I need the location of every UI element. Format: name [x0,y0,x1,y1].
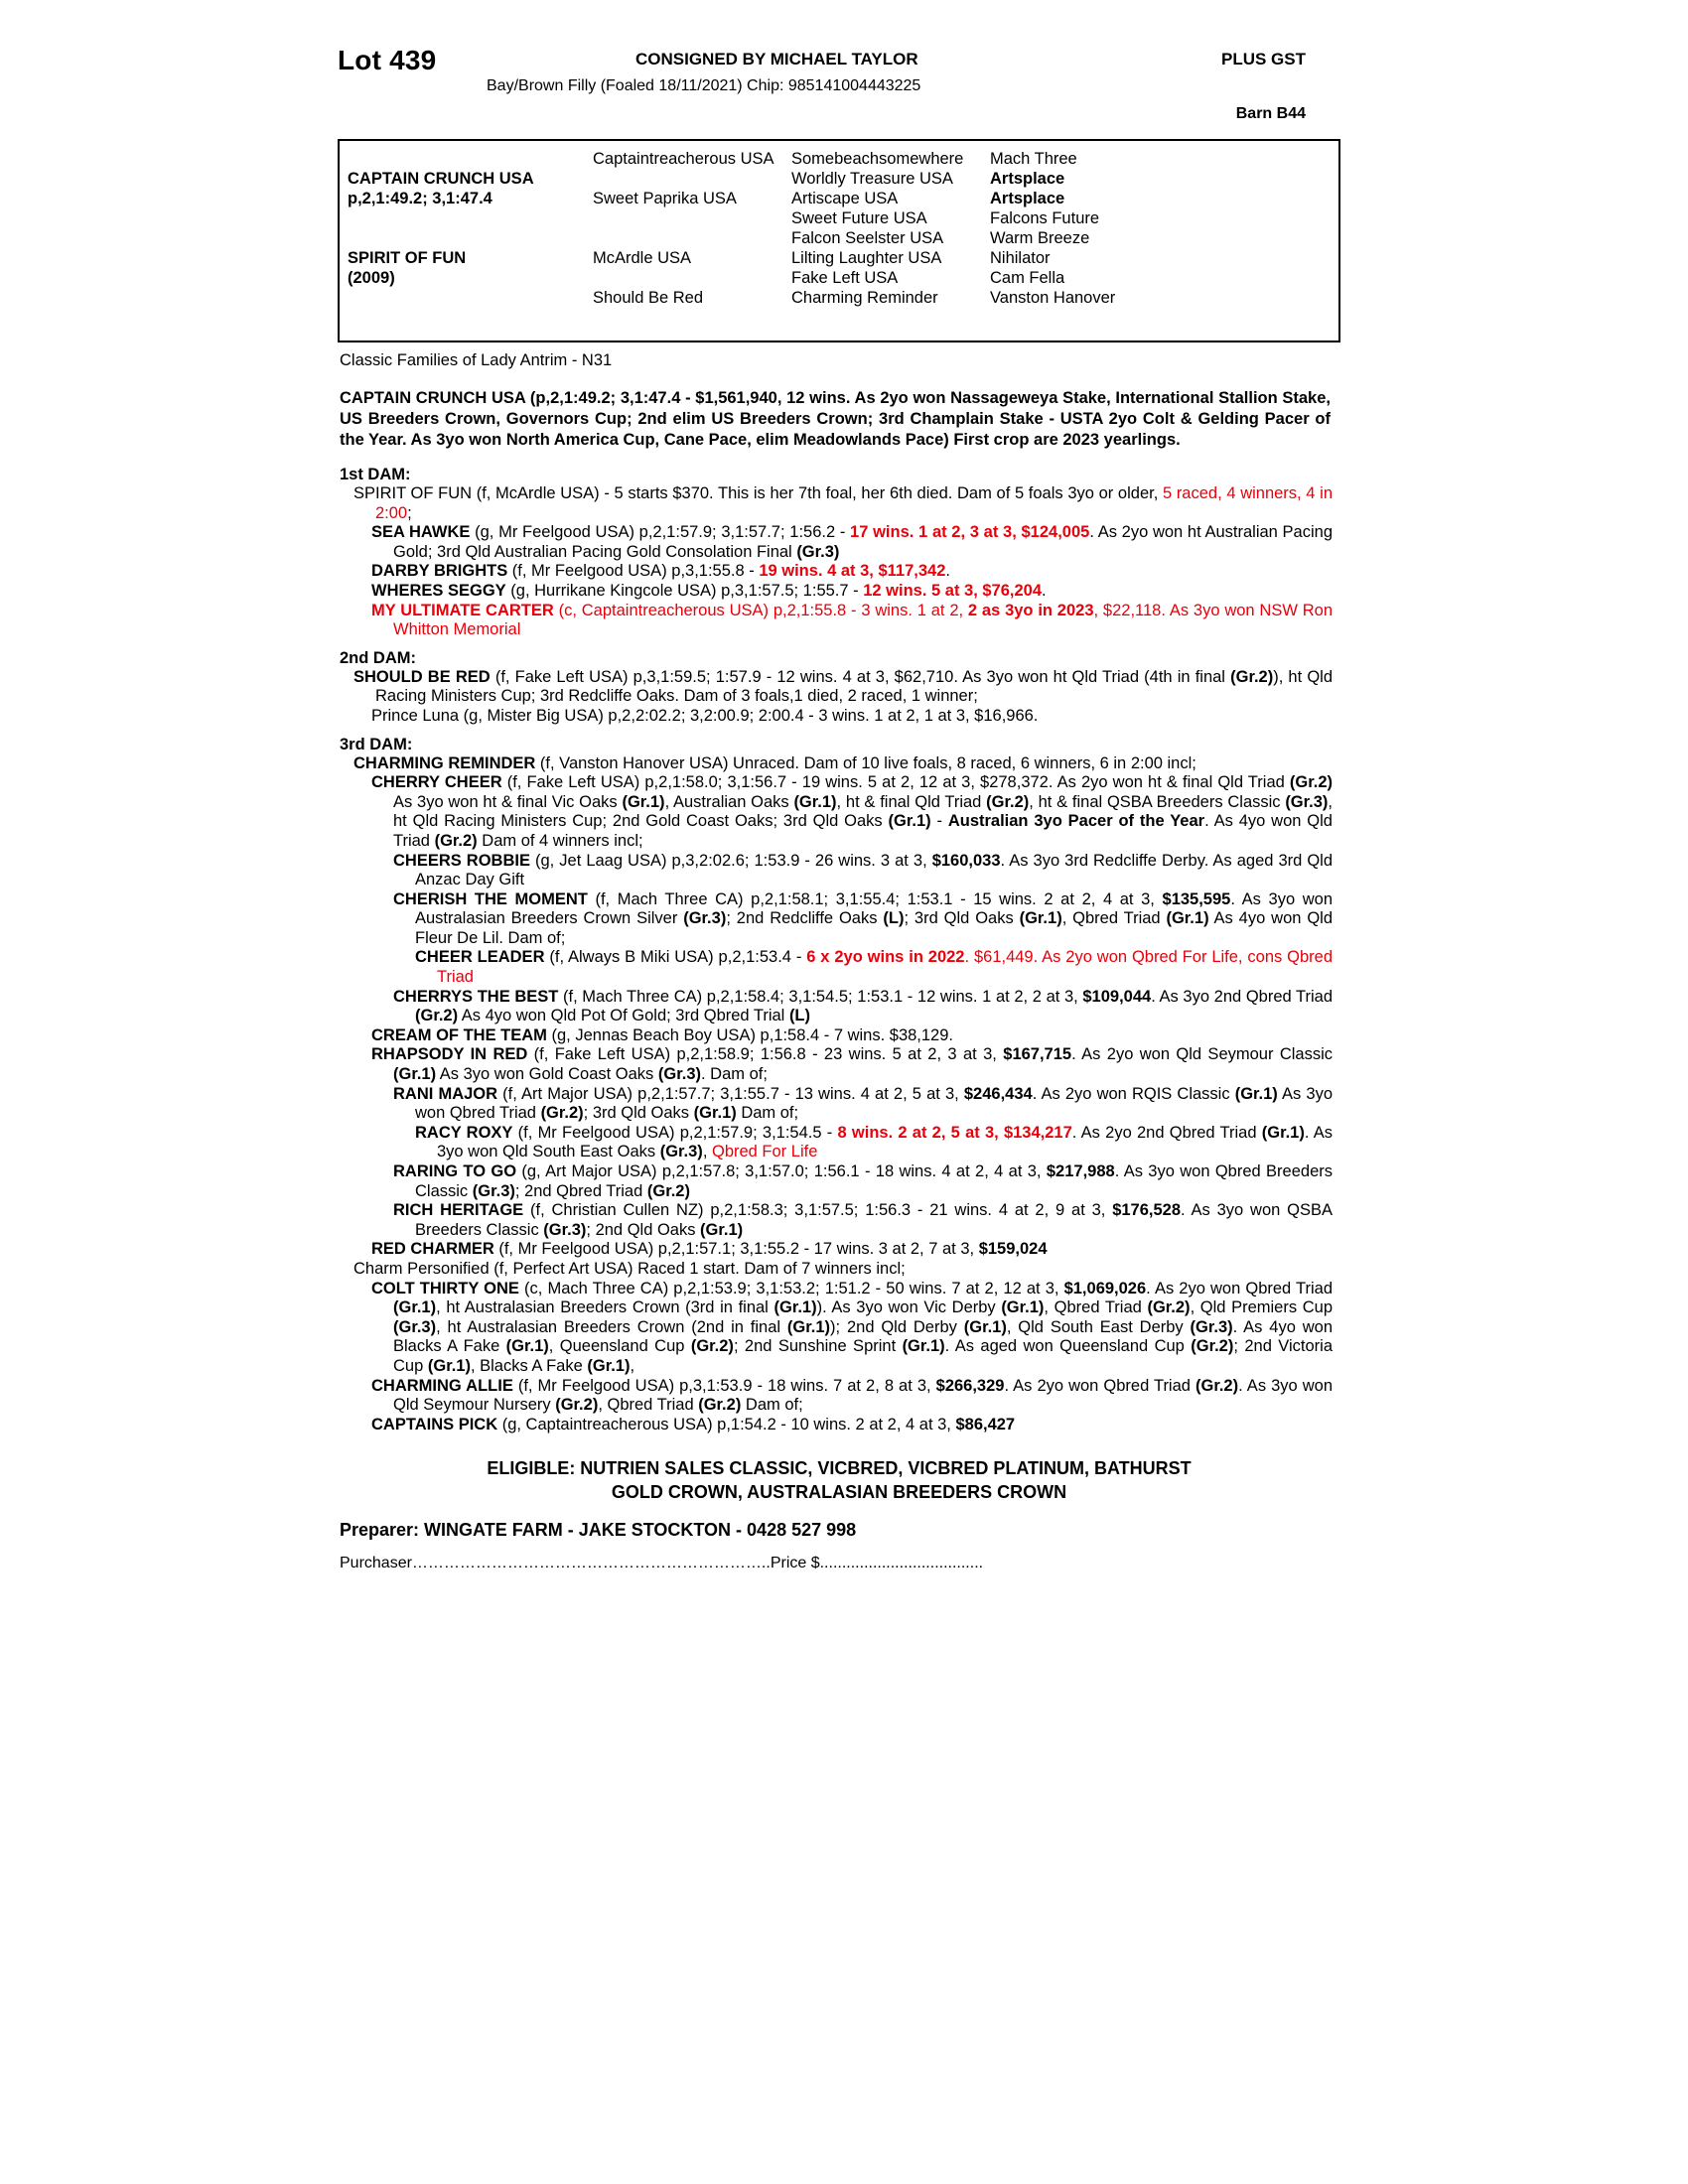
first-dam-heading: 1st DAM: [340,466,411,483]
pedigree-g5: Falcon Seelster USA [791,229,944,247]
third-dam-entry [407,948,1333,987]
progeny-entry [363,523,1333,562]
progeny-detail: (c, Captaintreacherous USA) p,2,1:55.8 - 3 wins. 1 at 2, [553,601,968,619]
entry-detail: (g, Captaintreacherous USA) p,1:54.2 - 10 wins. 2 at 2, 4 at 3, $86,427 [497,1415,1016,1433]
entry-detail: (f, Art Major USA) p,2,1:57.7; 3,1:55.7 - 13 wins. 4 at 2, 5 at 3, $246,434. As 2yo won RQIS Classic (Gr.1) As 3yo won Qbred Triad (Gr.2); 3rd Qld Oaks (Gr.1) Dam of; [415,1084,1333,1123]
progeny-detail: (f, Mr Feelgood USA) p,3,1:55.8 - [507,562,760,581]
progeny-entry [363,562,1333,582]
pedigree-column-great-grandparents [791,141,995,341]
first-dam-intro-red: 5 raced, 4 winners, 4 in 2:00 [375,484,1333,522]
third-dam-entry [385,852,1333,890]
purchaser-line: Purchaser…………………………………………………………..Price $..................................... [340,1555,984,1572]
progeny-detail: (g, Mr Feelgood USA) p,2,1:57.9; 3,1:57.7; 1:56.2 - [470,523,851,542]
lot-number: Lot 439 [338,45,437,75]
pedigree-gg2: Artsplace [990,170,1065,188]
entry-detail: (f, Mr Feelgood USA) p,2,1:57.1; 3,1:55.2 - 17 wins. 3 at 2, 7 at 3, $159,024 [493,1240,1048,1259]
entry-highlight: 6 x 2yo wins in 2022 [806,948,965,967]
pedigree-g8: Charming Reminder [791,289,938,307]
progeny-name: DARBY BRIGHTS [371,562,508,581]
third-dam-entry [407,1124,1333,1162]
third-dam-entry [363,1416,1333,1435]
progeny-tail: . [1042,581,1047,600]
pedigree-g1: Somebeachsomewhere [791,150,964,168]
progeny-entry [363,602,1333,640]
entry-detail-2: . As 2yo 2nd Qbred Triad (Gr.1). As 3yo won Qld South East Oaks (Gr.3), [437,1123,1333,1161]
plus-gst-label: PLUS GST [1220,50,1306,68]
entry-detail: Charm Personified (f, Perfect Art USA) Raced 1 start. Dam of 7 winners incl; [353,1259,906,1278]
page-header [338,40,1340,129]
entry-detail: (f, Christian Cullen NZ) p,2,1:58.3; 3,1:57.5; 1:56.3 - 21 wins. 4 at 2, 9 at 3, $176,528. As 3yo won QSBA Breeders Classic (Gr.3); 2nd Qld Oaks (Gr.1) [415,1201,1333,1239]
entry-name: CAPTAINS PICK [371,1415,498,1433]
third-dam-entry [385,1162,1333,1201]
second-dam-name: SHOULD BE RED [353,667,491,686]
catalogue-sheet [338,40,1340,1572]
progeny-tail: . [945,562,950,581]
sire-dam: Sweet Paprika USA [593,190,737,207]
entry-highlight-2: As 2yo won Qbred For Life, cons Qbred Triad [437,948,1333,987]
third-dam-entry [363,1240,1333,1260]
pedigree-g6: Lilting Laughter USA [791,249,942,267]
second-dam-progeny: Prince Luna (g, Mister Big USA) p,2,2:02.2; 3,2:00.9; 2:00.4 - 3 wins. 1 at 2, 1 at 3, $16,966. [371,706,1039,725]
first-dam-intro-a: SPIRIT OF FUN (f, McArdle USA) - 5 starts $370. This is her 7th foal, her 6th died. Dam of 5 foals 3yo or older, [353,484,1163,502]
progeny-grade: (Gr.3) [796,542,840,561]
third-dam-entry [363,1280,1333,1377]
pedigree-column-grandparents [593,141,806,341]
dam-year: (2009) [348,269,395,287]
progeny-highlight: 2 as 3yo in 2023 [967,601,1094,619]
eligible-block [338,1456,1340,1504]
progeny-highlight: 12 wins. 5 at 3, $76,204 [863,581,1043,600]
third-dam-entry [346,1260,1333,1280]
dam-name: SPIRIT OF FUN [348,249,467,267]
second-dam-heading: 2nd DAM: [340,648,416,667]
third-dam-name: CHARMING REMINDER [353,753,536,772]
preparer-line: Preparer: WINGATE FARM - JAKE STOCKTON - 0428 527 998 [340,1520,857,1541]
second-dam-main [346,668,1333,707]
first-dam-intro-b: ; [407,503,412,522]
entry-name: RICH HERITAGE [393,1201,524,1220]
pedigree-column-gg-grandparents [990,141,1189,341]
progeny-entry [363,582,1333,602]
progeny-highlight: 19 wins. 4 at 3, $117,342 [759,562,946,581]
pedigree-g2: Worldly Treasure USA [791,170,953,188]
pedigree-gg5: Warm Breeze [990,229,1090,247]
barn-label: Barn B44 [1235,105,1306,122]
progeny-highlight: 17 wins. 1 at 2, 3 at 3, $124,005 [850,523,1090,542]
entry-detail: (g, Art Major USA) p,2,1:57.8; 3,1:57.0; 1:56.1 - 18 wins. 4 at 2, 4 at 3, $217,988. As 3yo won Qbred Breeders Classic (Gr.3); 2nd Qbred Triad (Gr.2) [415,1162,1333,1200]
third-dam-entry [385,988,1333,1026]
third-dam-heading: 3rd DAM: [340,735,413,753]
sire-sire: Captaintreacherous USA [593,150,774,168]
third-dam-entry [363,773,1333,851]
entry-name: CHARMING ALLIE [371,1376,513,1395]
entry-name: CHERRY CHEER [371,773,502,792]
pedigree-gg1: Mach Three [990,150,1077,168]
eligible-line-1: ELIGIBLE: NUTRIEN SALES CLASSIC, VICBRED, VICBRED PLATINUM, BATHURST [487,1458,1192,1479]
entry-detail: (g, Jet Laag USA) p,3,2:02.6; 1:53.9 - 26 wins. 3 at 3, $160,033. As 3yo 3rd Redcliffe Derby. As aged 3rd Qld Anzac Day Gift [415,851,1333,889]
sire-paragraph: CAPTAIN CRUNCH USA (p,2,1:49.2; 3,1:47.4 - $1,561,940, 12 wins. As 2yo won Nassageweya Stake, International Stallion Stake, US Breeders Crown, Governors Cup; 2nd elim US Breeders Crown; 3rd Champlain Stake - USTA 2yo Colt & Gelding Pacer of the Year. As 3yo won North America Cup, Cane Pace, elim Meadowlands Pace) First crop are 2023 yearlings. [340,389,1331,449]
pedigree-g3: Artiscape USA [791,190,899,207]
entry-name: RARING TO GO [393,1162,517,1180]
entry-detail: (f, Fake Left USA) p,2,1:58.0; 3,1:56.7 - 19 wins. 5 at 2, 12 at 3, $278,372. As 2yo won ht & final Qld Triad (Gr.2) As 3yo won ht & final Vic Oaks (Gr.1), Australian Oaks (Gr.1), ht & final Qld Triad (Gr.2), ht & final QSBA Breeders Classic (Gr.3), ht Qld Racing Ministers Cup; 2nd Gold Coast Oaks; 3rd Qld Oaks (Gr.1) - Australian 3yo Pacer of the Year. As 4yo won Qld Triad (Gr.2) Dam of 4 winners incl; [393,773,1334,850]
pedigree-gg6: Nihilator [990,249,1051,267]
first-dam-intro [346,484,1333,523]
entry-name: RACY ROXY [415,1123,513,1142]
entry-name: COLT THIRTY ONE [371,1279,519,1297]
third-dam-entry [385,1201,1333,1240]
pedigree-table [338,139,1340,342]
third-dam-detail: (f, Vanston Hanover USA) Unraced. Dam of 10 live foals, 8 raced, 6 winners, 6 in 2:00 incl; [535,753,1196,772]
third-dam-entry [385,1085,1333,1124]
entry-name: RANI MAJOR [393,1084,498,1103]
entry-detail: (f, Fake Left USA) p,2,1:58.9; 1:56.8 - 23 wins. 5 at 2, 3 at 3, $167,715. As 2yo won Qld Seymour Classic (Gr.1) As 3yo won Gold Coast Oaks (Gr.3). Dam of; [393,1045,1334,1084]
entry-detail: (c, Mach Three CA) p,2,1:53.9; 3,1:53.2; 1:51.2 - 50 wins. 7 at 2, 12 at 3, $1,069,026. As 2yo won Qbred Triad (Gr.1), ht Australasian Breeders Crown (3rd in final (Gr.1)). As 3yo won Vic Derby (Gr.1), Qbred Triad (Gr.2), Qld Premiers Cup (Gr.3), ht Australasian Breeders Crown (2nd in final (Gr.1)); 2nd Qld Derby (Gr.1), Qld South East Derby (Gr.3). As 4yo won Blacks A Fake (Gr.1), Queensland Cup (Gr.2); 2nd Sunshine Sprint (Gr.1). As aged won Queensland Cup (Gr.2); 2nd Victoria Cup (Gr.1), Blacks A Fake (Gr.1), [393,1279,1334,1375]
progeny-name: WHERES SEGGY [371,581,506,600]
family-line: Classic Families of Lady Antrim - N31 [340,351,613,369]
pedigree-gg8: Vanston Hanover [990,289,1116,307]
entry-name: RHAPSODY IN RED [371,1045,528,1064]
entry-detail: (f, Mach Three CA) p,2,1:58.4; 3,1:54.5; 1:53.1 - 12 wins. 1 at 2, 2 at 3, $109,044. As 3yo 2nd Qbred Triad (Gr.2) As 4yo won Qld Pot Of Gold; 3rd Qbred Trial (L) [415,987,1333,1025]
pedigree-gg7: Cam Fella [990,269,1065,287]
entry-name: CHERRYS THE BEST [393,987,559,1006]
horse-description: Bay/Brown Filly (Foaled 18/11/2021) Chip: 985141004443225 [487,77,921,94]
progeny-name: MY ULTIMATE CARTER [371,601,554,619]
entry-highlight: 8 wins. 2 at 2, 5 at 3, $134,217 [837,1123,1072,1142]
pedigree-gg4: Falcons Future [990,209,1100,227]
entry-name: CREAM OF THE TEAM [371,1025,547,1044]
dam-sire: McArdle USA [593,249,692,267]
pedigree-g7: Fake Left USA [791,269,899,287]
pedigree-column-parents [348,141,601,341]
second-dam-detail: (f, Fake Left USA) p,3,1:59.5; 1:57.9 - 12 wins. 4 at 3, $62,710. As 3yo won ht Qld Triad (4th in final (Gr.2)), ht Qld Racing Ministers Cup; 3rd Redcliffe Oaks. Dam of 3 foals,1 died, 2 raced, 1 winner; [375,667,1333,706]
pedigree-g4: Sweet Future USA [791,209,927,227]
third-dam-entry [363,1377,1333,1416]
entry-detail: (f, Mr Feelgood USA) p,2,1:57.9; 3,1:54.5 - [512,1123,838,1142]
entry-detail-2: . $61,449. [964,948,1043,967]
third-dam-entry [363,1026,1333,1046]
entry-name: CHERISH THE MOMENT [393,889,588,908]
sire-name: CAPTAIN CRUNCH USA [348,170,534,188]
sire-record: p,2,1:49.2; 3,1:47.4 [348,190,492,207]
progeny-name: SEA HAWKE [371,523,471,542]
entry-detail: (g, Jennas Beach Boy USA) p,1:58.4 - 7 wins. $38,129. [546,1025,953,1044]
dam-dam: Should Be Red [593,289,703,307]
entry-name: CHEERS ROBBIE [393,851,530,870]
progeny-tail: , $22,118. As 3yo won NSW Ron Whitton Memorial [393,601,1333,639]
pedigree-gg3: Artsplace [990,190,1065,207]
third-dam-entry [363,1045,1333,1084]
entry-name: RED CHARMER [371,1240,494,1259]
eligible-line-2: GOLD CROWN, AUSTRALASIAN BREEDERS CROWN [611,1482,1067,1503]
third-dam-main [346,754,1333,774]
progeny-tail: . As 2yo won ht Australian Pacing Gold; 3rd Qld Australian Pacing Gold Consolation Final [393,523,1333,561]
entry-detail: (f, Mach Three CA) p,2,1:58.1; 3,1:55.4; 1:53.1 - 15 wins. 2 at 2, 4 at 3, $135,595. As 3yo won Australasian Breeders Crown Silver (Gr.3); 2nd Redcliffe Oaks (L); 3rd Qld Oaks (Gr.1), Qbred Triad (Gr.1) As 4yo won Qld Fleur De Lil. Dam of; [415,889,1334,947]
third-dam-entry [385,890,1333,949]
entry-detail: (f, Mr Feelgood USA) p,3,1:53.9 - 18 wins. 7 at 2, 8 at 3, $266,329. As 2yo won Qbred Triad (Gr.2). As 3yo won Qld Seymour Nursery (Gr.2), Qbred Triad (Gr.2) Dam of; [393,1376,1333,1415]
entry-detail: (f, Always B Miki USA) p,2,1:53.4 - [544,948,807,967]
entry-highlight-2: Qbred For Life [711,1143,818,1161]
entry-name: CHEER LEADER [415,948,545,967]
progeny-detail: (g, Hurrikane Kingcole USA) p,3,1:57.5; 1:55.7 - [505,581,864,600]
consignor-label: CONSIGNED BY MICHAEL TAYLOR [635,50,918,68]
